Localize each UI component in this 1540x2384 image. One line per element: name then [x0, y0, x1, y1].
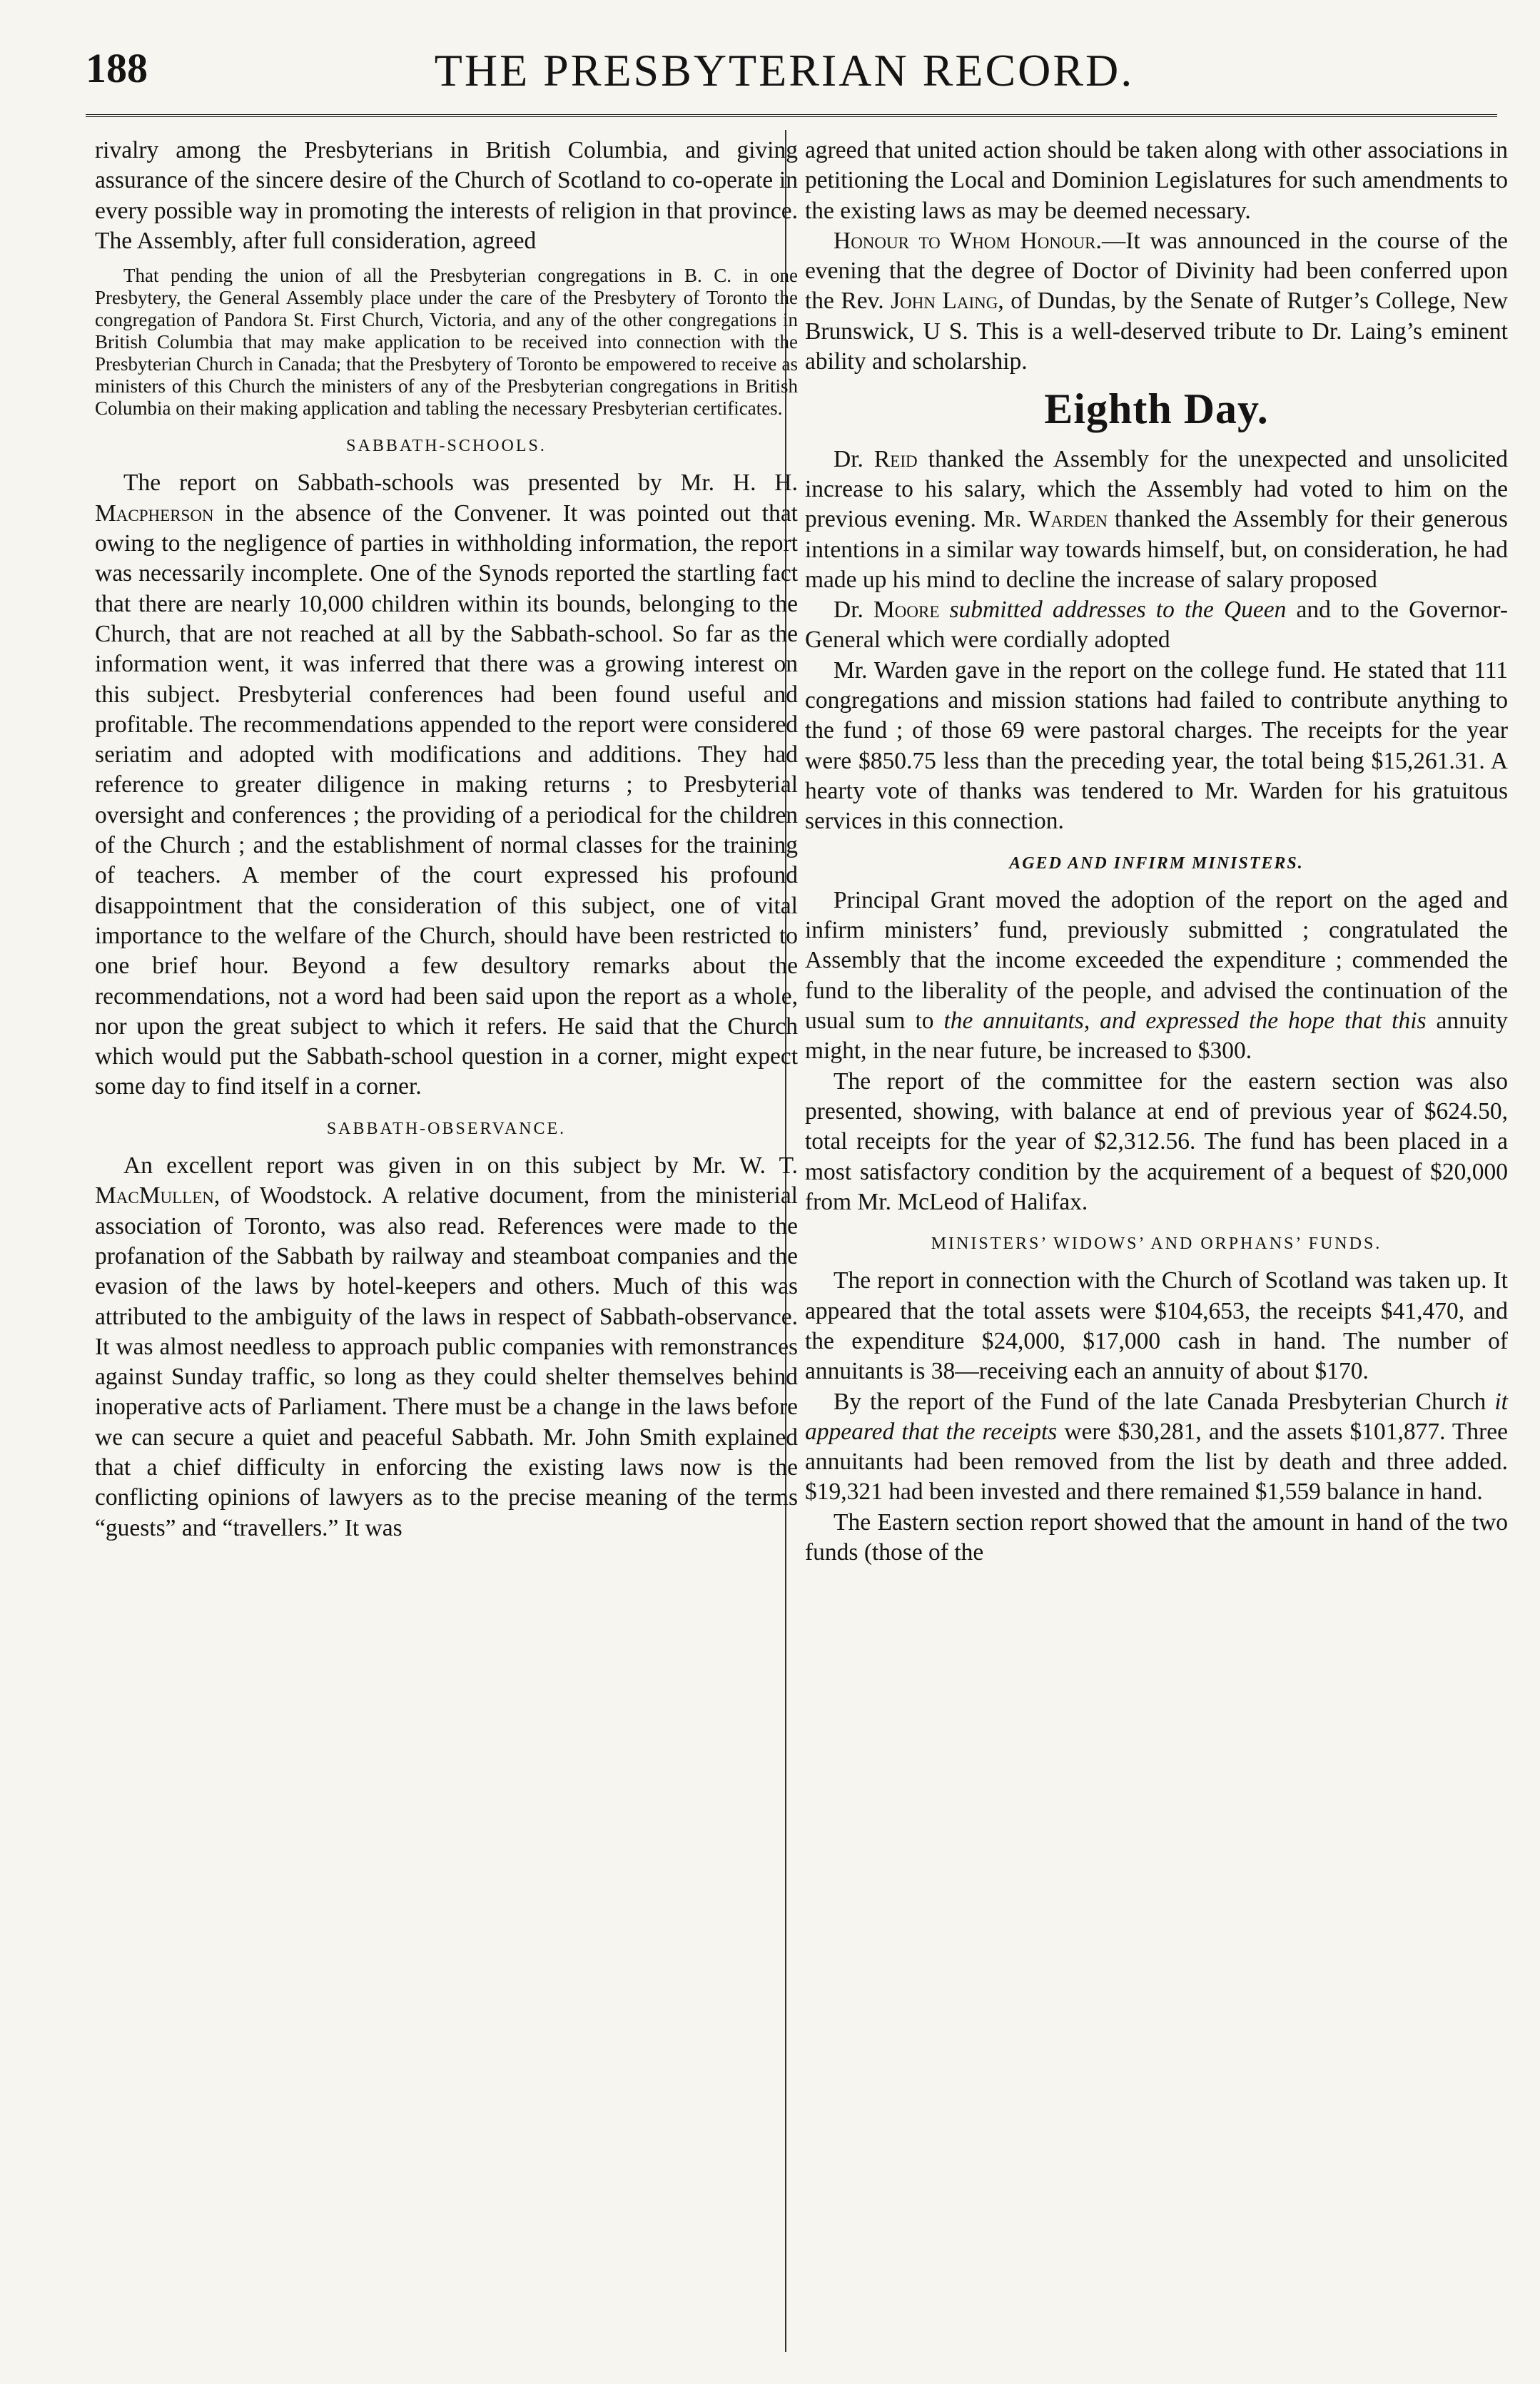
text-run: —It was announced in the course of the evening that the degree of Doctor of Divinity had been conferred upon the Rev.	[805, 227, 1509, 315]
section-heading-sabbath-observance: SABBATH-OBSERVANCE.	[326, 1119, 567, 1138]
page-header	[86, 44, 1483, 101]
paragraph	[805, 1387, 1508, 1508]
person-name: Moore	[873, 597, 940, 624]
text-run: it appeared that the receipts	[805, 1388, 1508, 1445]
text-run: thanked the Assembly for their generous intentions in a similar way towards himself, but, on consideration, he had made up his mind to decline the increase of salary proposed	[805, 506, 1508, 593]
header-rule	[86, 114, 1497, 117]
paragraph	[805, 886, 1508, 1067]
text-run: were $30,281, and the assets $101,877. Three annuitants had been removed from the list by death and three added. $19,321 had been invested and there remained $1,559 balance in hand.	[805, 1418, 1509, 1506]
text-run: , of Woodstock. A relative document, from the ministerial association of Toronto, was also read. References were made to the profanation of the Sabbath by railway and steamboat companies and the evasion of the laws by hotel-keepers and others. Much of this was attributed to the ambiguity of the laws in respect of Sabbath-observance. It was almost needless to approach public companies with remonstrances against Sunday traffic, so long as they could shelter themselves behind inoperative acts of Parliament. There must be a change in the laws before we can secure a quiet and peaceful Sabbath. Mr. John Smith explained that a chief difficulty in enforcing the existing laws now is the conflicting opinions of lawyers as to the precise meaning of the terms “guests” and “travellers.” It was	[95, 1182, 798, 1541]
section-heading-aged-ministers: AGED AND INFIRM MINISTERS.	[1009, 853, 1304, 873]
text-run: An excellent report was given in on this subject by Mr. W. T.	[123, 1152, 798, 1180]
day-heading: Eighth Day.	[1044, 385, 1269, 433]
text-run: Principal Grant moved the adoption of the report on the aged and infirm ministers’ fund, previously submitted ; congratulated the Assembly that the income exceeded the expenditure ; commended the fund to the liberality of the people, and advised the continuation of the usual sum to	[805, 886, 1508, 1035]
run-in-heading: Honour to Whom Honour.	[834, 227, 1102, 254]
paragraph: The report of the committee for the eastern section was also presented, showing, with balance at end of previous year of $624.50, total receipts for the year of $2,312.56. The fund has been placed in a most satisfactory condition by the acquirement of a bequest of $20,000 from Mr. McLeod of Halifax.	[805, 1067, 1508, 1215]
person-name: Mr. Warden	[983, 506, 1108, 533]
running-title: THE PRESBYTERIAN RECORD.	[434, 45, 1135, 96]
person-name: Reid	[873, 445, 918, 472]
paragraph: The Eastern section report showed that the amount in hand of the two funds (those of the	[805, 1508, 1508, 1566]
text-run: in the absence of the Convener. It was pointed out that owing to the negligence of parties in withholding information, the report was necessarily incomplete. One of the Synods reported the startling fact that there are nearly 10,000 children within its bounds, belonging to the Church, that are not reached at all by the Sabbath-school. So far as the information went, it was inferred that there was a growing interest on this subject. Presbyterial conferences had been found useful and profitable. The recommendations appended to the report were considered seriatim and adopted with modifications and additions. They had reference to greater diligence in making returns ; to Presbyterial oversight and conferences ; the providing of a periodical for the children of the Church ; and the establishment of normal classes for the training of teachers. A member of the court expressed his profound disappointment that the consideration of this subject, one of vital importance to the welfare of the Church, should have been restricted to one brief hour. Beyond a few desultory remarks about the recommendations, not a word had been said upon the report as a whole, nor upon the great subject to which it refers. He said that the Church which would put the Sabbath-school question in a corner, might expect some day to find itself in a corner.	[95, 499, 798, 1100]
page-number: 188	[86, 45, 148, 91]
person-name: John Laing	[891, 288, 998, 315]
paragraph: agreed that united action should be taken along with other associations in petitioning the Local and Dominion Legislatures for such amendments to the existing laws as may be deemed necessary.	[805, 137, 1508, 224]
text-run: submitted addresses to the Queen	[939, 597, 1287, 624]
text-run: The report on Sabbath-schools was presented by Mr. H. H.	[123, 470, 798, 497]
section-heading-widows-funds: MINISTERS’ WIDOWS’ AND ORPHANS’ FUNDS.	[931, 1234, 1382, 1254]
left-column	[95, 136, 798, 1543]
text-run: the annuitants, and expressed the hope that this	[943, 1008, 1427, 1035]
paragraph	[805, 226, 1508, 377]
paragraph: rivalry among the Presbyterians in British Columbia, and giving assurance of the sincere desire of the Church of Scotland to co-operate in every possible way in promoting the interests of religion in that province. The Assembly, after full consideration, agreed	[95, 137, 798, 254]
paragraph: Mr. Warden gave in the report on the college fund. He stated that 111 congregations and mission stations had failed to contribute anything to the fund ; of those 69 were pastoral charges. The receipts for the year were $850.75 less than the preceding year, the total being $15,261.31. A hearty vote of thanks was tendered to Mr. Warden for his gratuitous services in this connection.	[805, 656, 1508, 835]
person-name: MacMullen	[95, 1182, 214, 1209]
text-run: Dr.	[834, 597, 873, 624]
paragraph	[95, 1151, 798, 1543]
text-run: and to the Governor-General which were cordially adopted	[805, 597, 1509, 654]
text-run: , of Dundas, by the Senate of Rutger’s College, New Brunswick, U S. This is a well-deserved tribute to Dr. Laing’s eminent ability and scholarship.	[805, 288, 1508, 375]
section-heading-sabbath-schools: SABBATH-SCHOOLS.	[346, 437, 547, 456]
text-run: thanked the Assembly for the unexpected and unsolicited increase to his salary, which the Assembly had voted to him on the previous evening.	[805, 445, 1508, 533]
text-run: annuity might, in the near future, be increased to $300.	[805, 1008, 1508, 1065]
resolution-text: That pending the union of all the Presbyterian congregations in B. C. in one Presbytery, the General Assembly place under the care of the Presbytery of Toronto the congregation of Pandora St. First Church, Victoria, and any of the other congregations in British Columbia that may make application to be received into connection with the Presbyterian Church in Canada; that the Presbytery of Toronto be empowered to receive as ministers of this Church the ministers of any of the Presbyterian congregations in British Columbia on their making application and tabling the necessary Presbyterian certificates.	[95, 265, 798, 420]
text-run: Dr.	[834, 445, 874, 472]
paragraph	[805, 445, 1508, 595]
right-column	[805, 136, 1508, 1568]
paragraph: The report in connection with the Church of Scotland was taken up. It appeared that the total assets were $104,653, the receipts $41,470, and the expenditure $24,000, $17,000 cash in hand. The number of annuitants is 38—receiving each an annuity of about $170.	[805, 1267, 1508, 1385]
text-run: By the report of the Fund of the late Canada Presbyterian Church	[834, 1388, 1495, 1415]
paragraph	[95, 468, 798, 1102]
paragraph	[805, 595, 1508, 656]
person-name: Macpherson	[95, 499, 214, 527]
